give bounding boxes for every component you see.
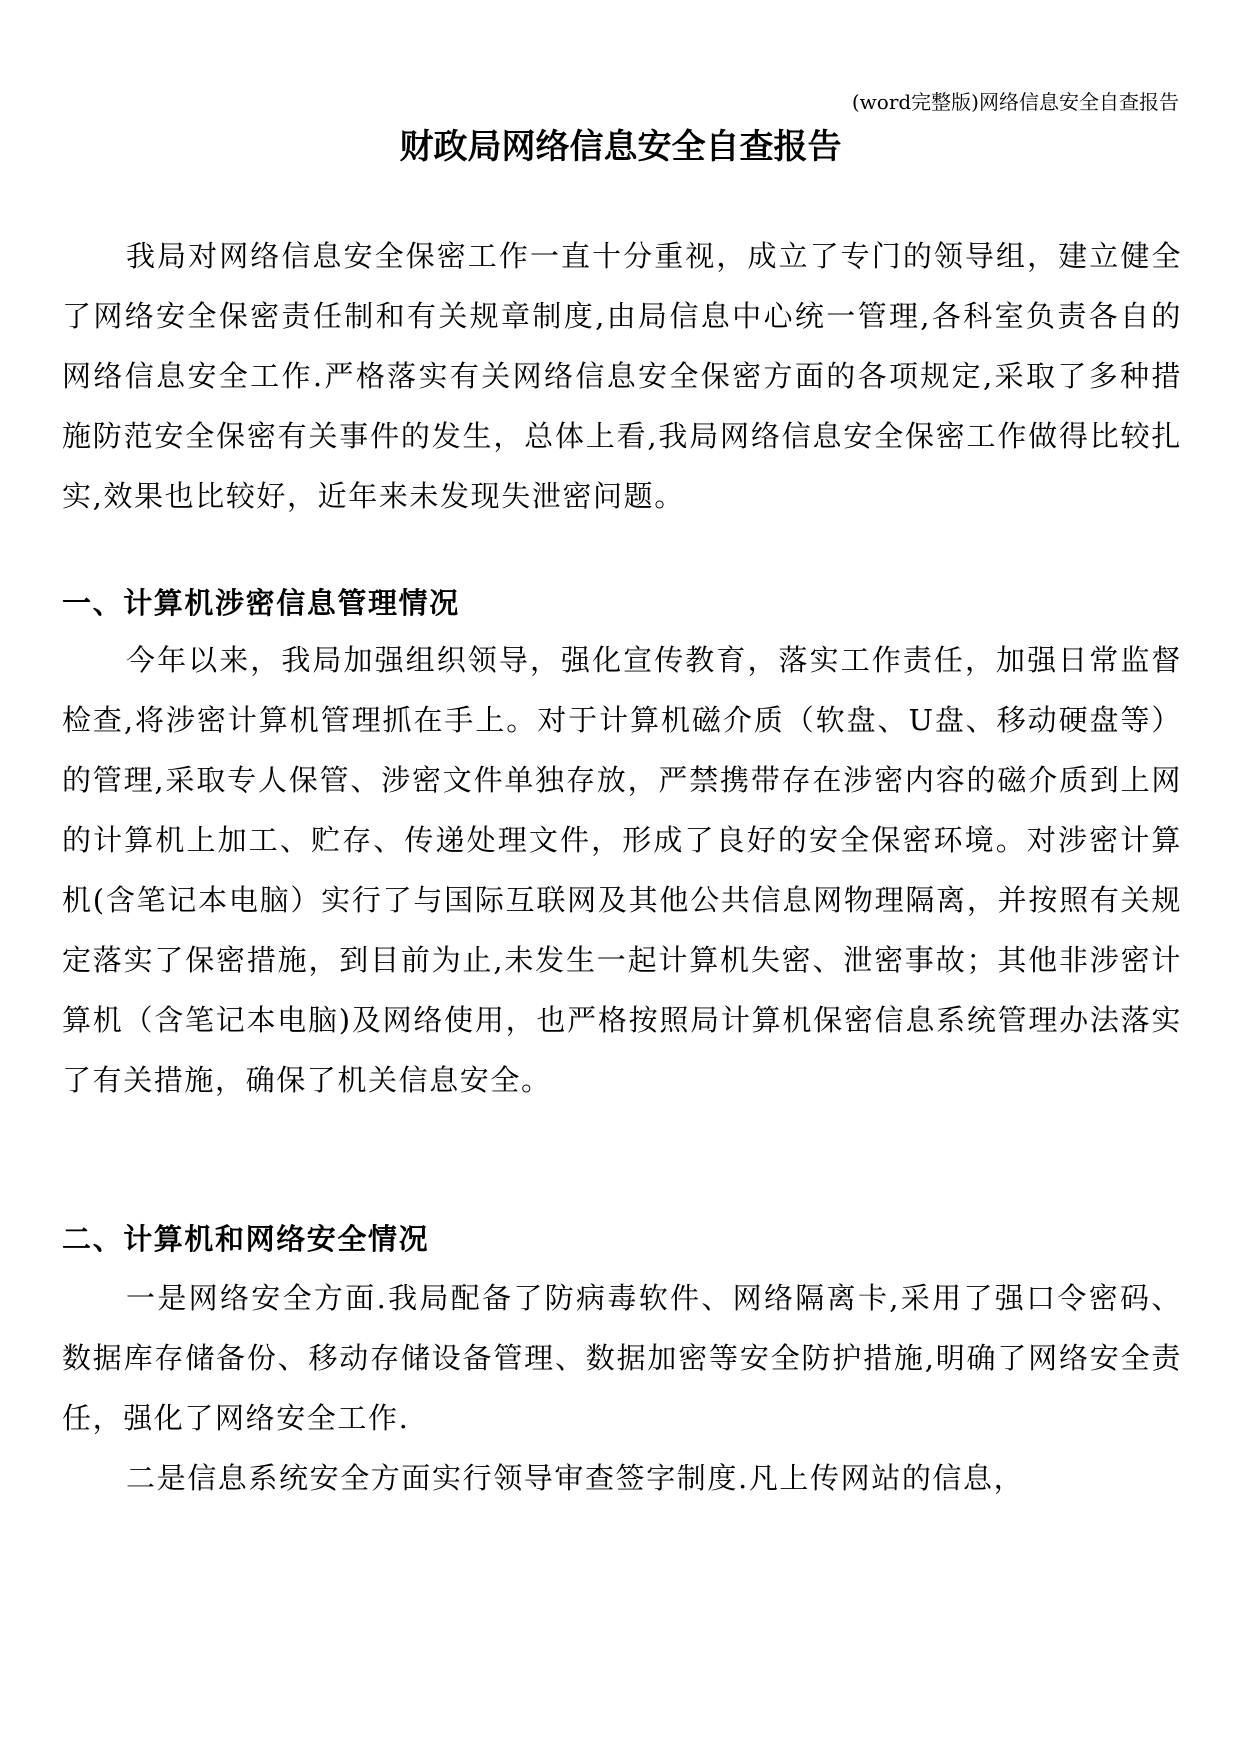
intro-paragraph: 我局对网络信息安全保密工作一直十分重视，成立了专门的领导组，建立健全了网络安全保密责任制和有关规章制度,由局信息中心统一管理,各科室负责各自的网络信息安全工作.严格落实有关网络信息安全保密方面的各项规定,采取了多种措施防范安全保密有关事件的发生，总体上看,我局网络信息安全保密工作做得比较扎实,效果也比较好，近年来未发现失泄密问题。 <box>62 239 1182 513</box>
section-heading-1: 一、计算机涉密信息管理情况 <box>62 586 460 620</box>
running-header: (word完整版)网络信息安全自查报告 <box>851 90 1179 114</box>
section-2-paragraph-2: 二是信息系统安全方面实行领导审查签字制度.凡上传网站的信息， <box>126 1461 1025 1495</box>
section-1-paragraph-1: 今年以来，我局加强组织领导，强化宣传教育，落实工作责任，加强日常监督检查,将涉密计算机管理抓在手上。对于计算机磁介质（软盘、U盘、移动硬盘等）的管理,采取专人保管、涉密文件单独存放，严禁携带存在涉密内容的磁介质到上网的计算机上加工、贮存、传递处理文件，形成了良好的安全保密环境。对涉密计算机(含笔记本电脑）实行了与国际互联网及其他公共信息网物理隔离，并按照有关规定落实了保密措施，到目前为止,未发生一起计算机失密、泄密事故；其他非涉密计算机（含笔记本电脑)及网络使用，也严格按照局计算机保密信息系统管理办法落实了有关措施，确保了机关信息安全。 <box>62 643 1182 1097</box>
document-title: 财政局网络信息安全自查报告 <box>399 127 842 167</box>
section-2-paragraph-1: 一是网络安全方面.我局配备了防病毒软件、网络隔离卡,采用了强口令密码、数据库存储备份、移动存储设备管理、数据加密等安全防护措施,明确了网络安全责任，强化了网络安全工作. <box>62 1281 1182 1435</box>
section-heading-2: 二、计算机和网络安全情况 <box>62 1222 430 1256</box>
